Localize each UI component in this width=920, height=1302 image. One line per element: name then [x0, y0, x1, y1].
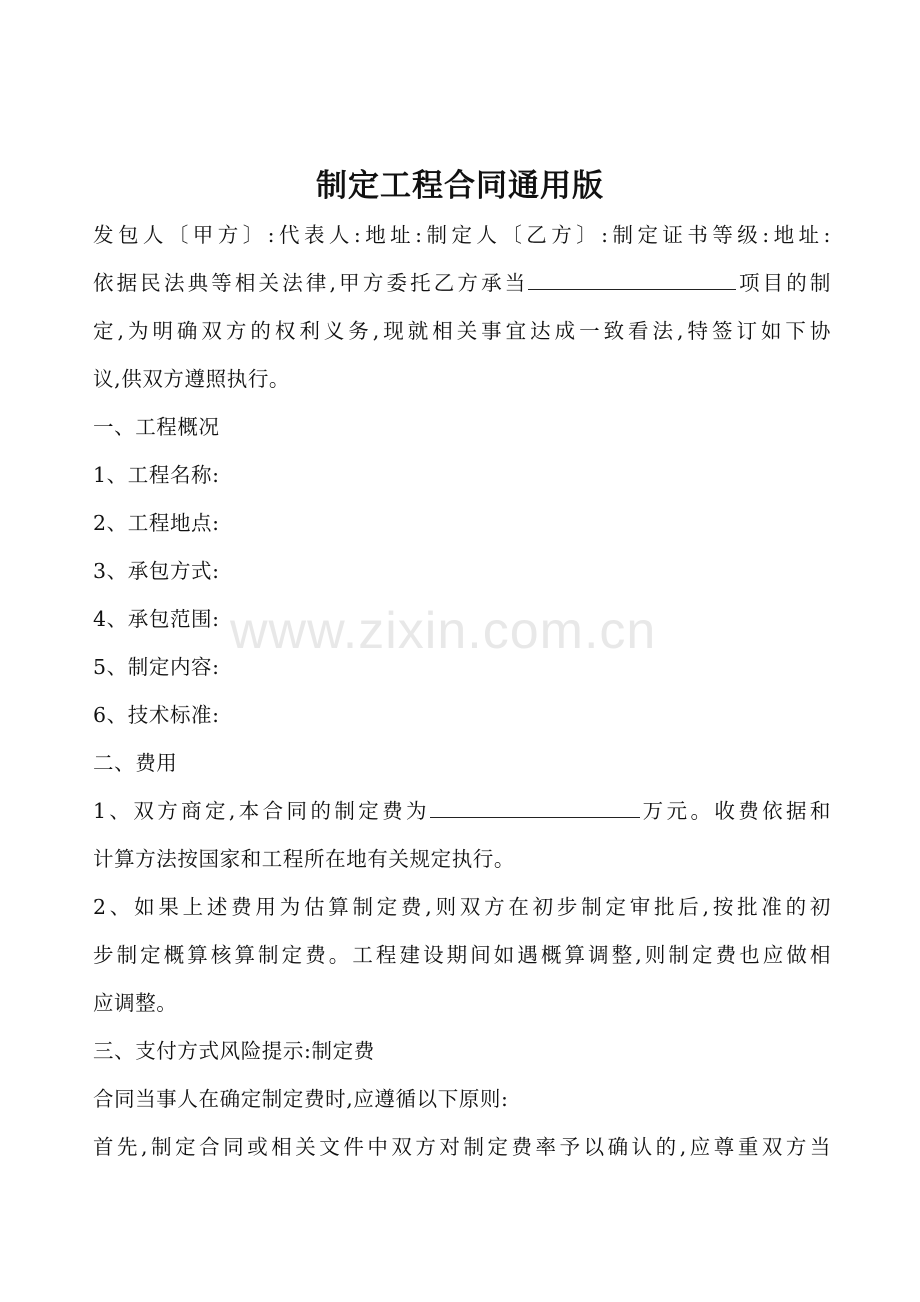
intro-text-before-blank: 依据民法典等相关法律,甲方委托乙方承当	[93, 271, 529, 295]
intro-line-2: 定,为明确双方的权利义务,现就相关事宜达成一致看法,特签订如下协	[93, 319, 831, 343]
project-name-blank[interactable]	[528, 269, 736, 290]
item-contract-method: 3、承包方式:	[93, 559, 220, 583]
fee-clause-2-line-3: 应调整。	[93, 991, 178, 1015]
item-contract-scope: 4、承包范围:	[93, 607, 220, 631]
section-heading-fees: 二、费用	[93, 751, 178, 775]
section-heading-overview: 一、工程概况	[93, 415, 220, 439]
item-design-content: 5、制定内容:	[93, 655, 220, 679]
intro-line-1	[93, 259, 831, 307]
fee-clause-1-line-2: 计算方法按国家和工程所在地有关规定执行。	[93, 847, 515, 871]
document-body	[93, 211, 831, 1171]
payment-first-principle-line: 首先,制定合同或相关文件中双方对制定费率予以确认的,应尊重双方当	[93, 1135, 831, 1159]
section-heading-payment: 三、支付方式风险提示:制定费	[93, 1039, 375, 1063]
item-technical-standard: 6、技术标准:	[93, 703, 220, 727]
parties-line: 发包人〔甲方〕:代表人:地址:制定人〔乙方〕:制定证书等级:地址:	[93, 223, 831, 247]
fee-clause-2-line-1: 2、如果上述费用为估算制定费,则双方在初步制定审批后,按批准的初	[93, 895, 831, 919]
document-title: 制定工程合同通用版	[316, 168, 604, 204]
intro-text-after-blank: 项目的制	[736, 271, 831, 295]
site-watermark: www.zixin.com.cn	[230, 602, 657, 660]
item-project-name: 1、工程名称:	[93, 463, 220, 487]
payment-principles-line: 合同当事人在确定制定费时,应遵循以下原则:	[93, 1087, 509, 1111]
intro-line-3: 议,供双方遵照执行。	[93, 367, 291, 391]
fee-clause-1-line-1	[93, 787, 831, 835]
item-project-location: 2、工程地点:	[93, 511, 220, 535]
fee-clause-2-line-2: 步制定概算核算制定费。工程建设期间如遇概算调整,则制定费也应做相	[93, 943, 831, 967]
fee-text-after-blank: 万元。收费依据和	[639, 799, 831, 823]
fee-amount-blank[interactable]	[430, 797, 640, 818]
fee-text-before-blank: 1、双方商定,本合同的制定费为	[93, 799, 430, 823]
